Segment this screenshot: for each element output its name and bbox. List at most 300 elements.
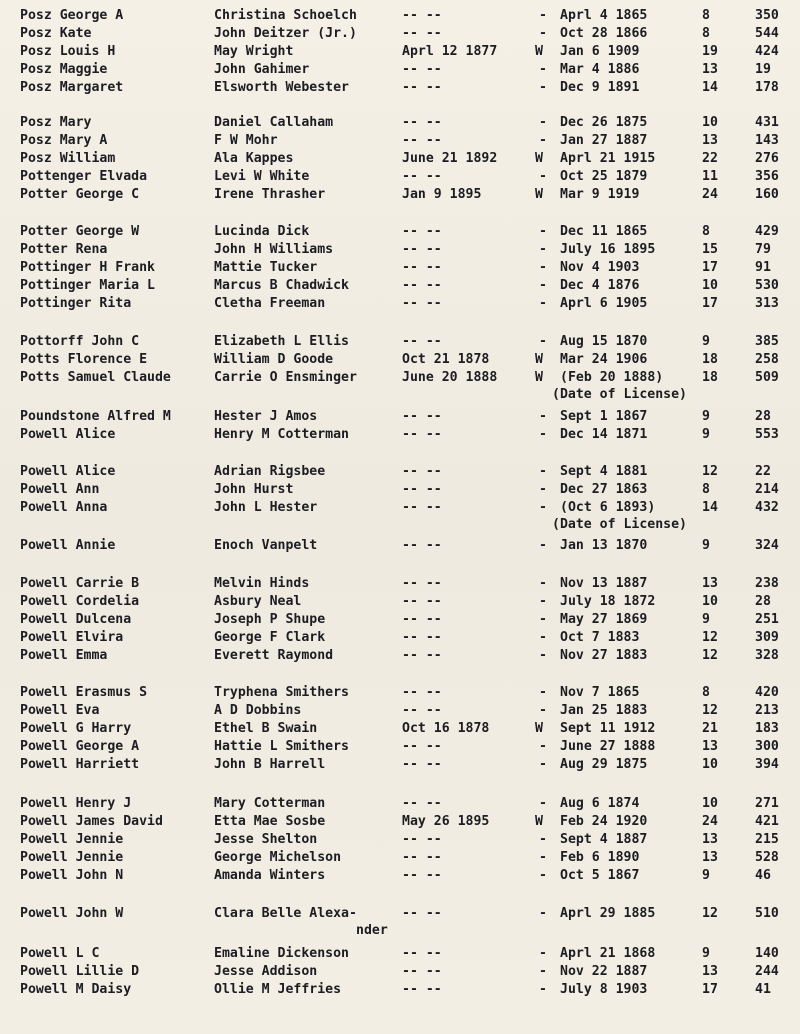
separator-dash: - (539, 260, 547, 275)
record-row (0, 701, 800, 721)
spouse-name: Enoch Vanpelt (214, 538, 318, 553)
separator-dash: - (539, 8, 547, 23)
page-number: 350 (755, 8, 779, 23)
page-number: 509 (755, 370, 779, 385)
page-number: 510 (755, 906, 779, 921)
spouse-name: George F Clark (214, 630, 326, 645)
page-number: 300 (755, 739, 779, 754)
separator-dash: - (539, 169, 547, 184)
spouse-name: Jesse Addison (214, 964, 318, 979)
previous-date: -- -- (402, 538, 442, 553)
record-row (0, 536, 800, 556)
record-row (0, 980, 800, 1000)
volume-number: 15 (702, 242, 718, 257)
page-number: 328 (755, 648, 779, 663)
previous-date: -- -- (402, 80, 442, 95)
separator-dash: - (539, 80, 547, 95)
spouse-name: Adrian Rigsbee (214, 464, 326, 479)
previous-date: -- -- (402, 612, 442, 627)
spouse-name: Mattie Tucker (214, 260, 318, 275)
groom-bride-name: Posz Louis H (20, 44, 116, 59)
record-row (0, 131, 800, 151)
volume-number: 13 (702, 576, 718, 591)
page-number: 271 (755, 796, 779, 811)
marriage-date: Mar 9 1919 (560, 187, 640, 202)
marriage-date: Oct 5 1867 (560, 868, 640, 883)
groom-bride-name: Posz Margaret (20, 80, 124, 95)
record-row (0, 185, 800, 205)
page-number: 276 (755, 151, 779, 166)
marriage-date: Aprl 21 1915 (560, 151, 656, 166)
record-row (0, 719, 800, 739)
volume-number: 18 (702, 370, 718, 385)
spouse-name: Christina Schoelch (214, 8, 357, 23)
spouse-name: Carrie O Ensminger (214, 370, 357, 385)
previous-date: -- -- (402, 224, 442, 239)
page-number: 432 (755, 500, 779, 515)
separator-dash: - (539, 500, 547, 515)
record-row (0, 222, 800, 242)
separator-dash: - (539, 796, 547, 811)
page-number: 213 (755, 703, 779, 718)
page-number: 356 (755, 169, 779, 184)
previous-date: Jan 9 1895 (402, 187, 482, 202)
separator-dash: - (539, 703, 547, 718)
groom-bride-name: Posz George A (20, 8, 124, 23)
record-row (0, 812, 800, 832)
groom-bride-name: Powell Elvira (20, 630, 124, 645)
record-row (0, 592, 800, 612)
volume-number: 8 (702, 482, 710, 497)
groom-bride-name: Powell Annie (20, 538, 116, 553)
volume-number: 9 (702, 612, 710, 627)
spouse-name: George Michelson (214, 850, 342, 865)
volume-number: 13 (702, 850, 718, 865)
volume-number: 18 (702, 352, 718, 367)
separator-dash: - (539, 964, 547, 979)
record-row (0, 350, 800, 370)
page-number: 28 (755, 409, 771, 424)
page-number: 28 (755, 594, 771, 609)
record-row (0, 830, 800, 850)
previous-date: -- -- (402, 964, 442, 979)
marriage-date: Mar 24 1906 (560, 352, 648, 367)
page-number: 420 (755, 685, 779, 700)
separator-dash: - (539, 26, 547, 41)
spouse-name: Etta Mae Sosbe (214, 814, 326, 829)
spouse-name: John Gahimer (214, 62, 310, 77)
volume-number: 13 (702, 964, 718, 979)
page-number: 553 (755, 427, 779, 442)
volume-number: 12 (702, 464, 718, 479)
marriage-date: Sept 4 1881 (560, 464, 648, 479)
previous-date: May 26 1895 (402, 814, 490, 829)
volume-number: 14 (702, 80, 718, 95)
spouse-name: Tryphena Smithers (214, 685, 349, 700)
previous-date: -- -- (402, 832, 442, 847)
groom-bride-name: Powell Alice (20, 427, 116, 442)
separator-dash: - (539, 630, 547, 645)
widow-mark: W (535, 44, 543, 59)
separator-dash: - (539, 133, 547, 148)
previous-date: -- -- (402, 739, 442, 754)
record-row (0, 610, 800, 630)
record-row (0, 944, 800, 964)
groom-bride-name: Posz William (20, 151, 116, 166)
previous-date: -- -- (402, 115, 442, 130)
page-number: 544 (755, 26, 779, 41)
separator-dash: - (539, 832, 547, 847)
record-row (0, 149, 800, 169)
spouse-name: Ala Kappes (214, 151, 294, 166)
page-number: 91 (755, 260, 771, 275)
marriage-date: Dec 14 1871 (560, 427, 648, 442)
previous-date: -- -- (402, 757, 442, 772)
separator-dash: - (539, 538, 547, 553)
volume-number: 12 (702, 630, 718, 645)
previous-date: -- -- (402, 278, 442, 293)
widow-mark: W (535, 352, 543, 367)
separator-dash: - (539, 427, 547, 442)
volume-number: 17 (702, 296, 718, 311)
record-row (0, 866, 800, 886)
previous-date: -- -- (402, 630, 442, 645)
page-number: 238 (755, 576, 779, 591)
marriage-date: Jan 13 1870 (560, 538, 648, 553)
record-row (0, 332, 800, 352)
groom-bride-name: Powell Carrie B (20, 576, 140, 591)
spouse-name: Hattie L Smithers (214, 739, 349, 754)
previous-date: -- -- (402, 685, 442, 700)
widow-mark: W (535, 721, 543, 736)
page-number: 143 (755, 133, 779, 148)
page-number: 530 (755, 278, 779, 293)
marriage-date: Dec 11 1865 (560, 224, 648, 239)
volume-number: 9 (702, 427, 710, 442)
groom-bride-name: Pottinger Maria L (20, 278, 155, 293)
spouse-name: Elsworth Webester (214, 80, 349, 95)
record-row (0, 6, 800, 26)
separator-dash: - (539, 982, 547, 997)
previous-date: -- -- (402, 26, 442, 41)
marriage-date: Sept 11 1912 (560, 721, 656, 736)
spouse-name: A D Dobbins (214, 703, 302, 718)
groom-bride-name: Powell Jennie (20, 850, 124, 865)
separator-dash: - (539, 115, 547, 130)
spouse-name: Ollie M Jeffries (214, 982, 342, 997)
widow-mark: W (535, 370, 543, 385)
separator-dash: - (539, 946, 547, 961)
page-number: 178 (755, 80, 779, 95)
marriage-date: Nov 13 1887 (560, 576, 648, 591)
record-row (0, 628, 800, 648)
volume-number: 12 (702, 906, 718, 921)
marriage-date: Feb 24 1920 (560, 814, 648, 829)
spouse-name: John L Hester (214, 500, 318, 515)
groom-bride-name: Powell L C (20, 946, 100, 961)
spouse-name: Levi W White (214, 169, 310, 184)
previous-date: -- -- (402, 850, 442, 865)
record-row (0, 42, 800, 62)
groom-bride-name: Powell Cordelia (20, 594, 140, 609)
previous-date: -- -- (402, 868, 442, 883)
license-note: (Date of License) (552, 387, 687, 402)
widow-mark: W (535, 814, 543, 829)
volume-number: 10 (702, 594, 718, 609)
page-number: 22 (755, 464, 771, 479)
record-row (0, 78, 800, 98)
previous-date: -- -- (402, 594, 442, 609)
page-number: 215 (755, 832, 779, 847)
spouse-name: John B Harrell (214, 757, 326, 772)
groom-bride-name: Powell Eva (20, 703, 100, 718)
marriage-date: Aug 29 1875 (560, 757, 648, 772)
marriage-date: Feb 6 1890 (560, 850, 640, 865)
previous-date: -- -- (402, 982, 442, 997)
separator-dash: - (539, 612, 547, 627)
groom-bride-name: Powell M Daisy (20, 982, 132, 997)
volume-number: 13 (702, 832, 718, 847)
page-number: 251 (755, 612, 779, 627)
marriage-date: Aprl 29 1885 (560, 906, 656, 921)
page-number: 41 (755, 982, 771, 997)
groom-bride-name: Potts Samuel Claude (20, 370, 171, 385)
groom-bride-name: Powell Alice (20, 464, 116, 479)
previous-date: -- -- (402, 242, 442, 257)
groom-bride-name: Powell James David (20, 814, 163, 829)
volume-number: 13 (702, 739, 718, 754)
previous-date: Aprl 12 1877 (402, 44, 498, 59)
volume-number: 8 (702, 685, 710, 700)
separator-dash: - (539, 464, 547, 479)
spouse-name: May Wright (214, 44, 294, 59)
page-number: 183 (755, 721, 779, 736)
page-number: 324 (755, 538, 779, 553)
spouse-name: John H Williams (214, 242, 334, 257)
volume-number: 9 (702, 946, 710, 961)
previous-date: -- -- (402, 648, 442, 663)
volume-number: 9 (702, 334, 710, 349)
previous-date: -- -- (402, 482, 442, 497)
record-row (0, 480, 800, 500)
spouse-name: Irene Thrasher (214, 187, 326, 202)
groom-bride-name: Pottorff John C (20, 334, 140, 349)
groom-bride-name: Pottenger Elvada (20, 169, 148, 184)
volume-number: 21 (702, 721, 718, 736)
volume-number: 12 (702, 648, 718, 663)
previous-date: -- -- (402, 906, 442, 921)
volume-number: 10 (702, 278, 718, 293)
previous-date: -- -- (402, 260, 442, 275)
volume-number: 19 (702, 44, 718, 59)
groom-bride-name: Powell Henry J (20, 796, 132, 811)
marriage-date: Nov 27 1883 (560, 648, 648, 663)
record-row (0, 904, 800, 924)
page-number: 429 (755, 224, 779, 239)
record-row (0, 368, 800, 388)
separator-dash: - (539, 648, 547, 663)
separator-dash: - (539, 334, 547, 349)
marriage-date: Dec 27 1863 (560, 482, 648, 497)
separator-dash: - (539, 482, 547, 497)
separator-dash: - (539, 906, 547, 921)
volume-number: 9 (702, 538, 710, 553)
spouse-name: John Deitzer (Jr.) (214, 26, 357, 41)
groom-bride-name: Potter George C (20, 187, 140, 202)
previous-date: -- -- (402, 946, 442, 961)
widow-mark: W (535, 151, 543, 166)
previous-date: June 20 1888 (402, 370, 498, 385)
page-number: 46 (755, 868, 771, 883)
record-row (0, 498, 800, 518)
license-note: (Date of License) (552, 517, 687, 532)
separator-dash: - (539, 278, 547, 293)
groom-bride-name: Powell Ann (20, 482, 100, 497)
previous-date: June 21 1892 (402, 151, 498, 166)
marriage-date: July 18 1872 (560, 594, 656, 609)
separator-dash: - (539, 594, 547, 609)
marriage-date: (Feb 20 1888) (560, 370, 664, 385)
groom-bride-name: Potts Florence E (20, 352, 148, 367)
groom-bride-name: Potter Rena (20, 242, 108, 257)
previous-date: -- -- (402, 464, 442, 479)
record-row (0, 258, 800, 278)
groom-bride-name: Posz Mary (20, 115, 92, 130)
separator-dash: - (539, 739, 547, 754)
volume-number: 9 (702, 409, 710, 424)
spouse-name: Jesse Shelton (214, 832, 318, 847)
spouse-name: William D Goode (214, 352, 334, 367)
volume-number: 8 (702, 8, 710, 23)
page-number: 19 (755, 62, 771, 77)
spouse-name: Asbury Neal (214, 594, 302, 609)
record-row (0, 462, 800, 482)
page-number: 394 (755, 757, 779, 772)
marriage-date: Nov 7 1865 (560, 685, 640, 700)
marriage-date: Sept 4 1887 (560, 832, 648, 847)
previous-date: -- -- (402, 427, 442, 442)
volume-number: 11 (702, 169, 718, 184)
separator-dash: - (539, 868, 547, 883)
groom-bride-name: Powell Erasmus S (20, 685, 148, 700)
page-number: 244 (755, 964, 779, 979)
volume-number: 24 (702, 187, 718, 202)
groom-bride-name: Powell Lillie D (20, 964, 140, 979)
marriage-date: Dec 9 1891 (560, 80, 640, 95)
marriage-date: Jan 25 1883 (560, 703, 648, 718)
previous-date: Oct 21 1878 (402, 352, 490, 367)
marriage-date: Aug 15 1870 (560, 334, 648, 349)
previous-date: -- -- (402, 409, 442, 424)
volume-number: 13 (702, 133, 718, 148)
widow-mark: W (535, 187, 543, 202)
separator-dash: - (539, 685, 547, 700)
volume-number: 22 (702, 151, 718, 166)
previous-date: -- -- (402, 334, 442, 349)
separator-dash: - (539, 850, 547, 865)
volume-number: 8 (702, 26, 710, 41)
spouse-name: Elizabeth L Ellis (214, 334, 349, 349)
page-number: 313 (755, 296, 779, 311)
page-number: 528 (755, 850, 779, 865)
marriage-date: Dec 26 1875 (560, 115, 648, 130)
volume-number: 9 (702, 868, 710, 883)
groom-bride-name: Posz Kate (20, 26, 92, 41)
volume-number: 14 (702, 500, 718, 515)
groom-bride-name: Powell John N (20, 868, 124, 883)
previous-date: -- -- (402, 169, 442, 184)
volume-number: 24 (702, 814, 718, 829)
spouse-name: Lucinda Dick (214, 224, 310, 239)
record-row (0, 240, 800, 260)
page-number: 424 (755, 44, 779, 59)
spouse-name: F W Mohr (214, 133, 278, 148)
volume-number: 10 (702, 796, 718, 811)
groom-bride-name: Posz Maggie (20, 62, 108, 77)
groom-bride-name: Potter George W (20, 224, 140, 239)
record-row (0, 167, 800, 187)
volume-number: 13 (702, 62, 718, 77)
separator-dash: - (539, 296, 547, 311)
groom-bride-name: Poundstone Alfred M (20, 409, 171, 424)
separator-dash: - (539, 409, 547, 424)
groom-bride-name: Powell Anna (20, 500, 108, 515)
groom-bride-name: Pottinger Rita (20, 296, 132, 311)
page-number: 431 (755, 115, 779, 130)
page-number: 160 (755, 187, 779, 202)
previous-date: Oct 16 1878 (402, 721, 490, 736)
record-row (0, 962, 800, 982)
previous-date: -- -- (402, 296, 442, 311)
spouse-name: Hester J Amos (214, 409, 318, 424)
volume-number: 10 (702, 115, 718, 130)
page-number: 140 (755, 946, 779, 961)
page-number: 385 (755, 334, 779, 349)
groom-bride-name: Powell Harriett (20, 757, 140, 772)
marriage-date: Mar 4 1886 (560, 62, 640, 77)
separator-dash: - (539, 757, 547, 772)
groom-bride-name: Powell Emma (20, 648, 108, 663)
marriage-date: Jan 6 1909 (560, 44, 640, 59)
spouse-name: Ethel B Swain (214, 721, 318, 736)
separator-dash: - (539, 224, 547, 239)
spouse-name: Clara Belle Alexa- (214, 906, 357, 921)
spouse-name: Emaline Dickenson (214, 946, 349, 961)
spouse-name: Melvin Hinds (214, 576, 310, 591)
previous-date: -- -- (402, 576, 442, 591)
record-row (0, 24, 800, 44)
groom-bride-name: Powell George A (20, 739, 140, 754)
spouse-name: Joseph P Shupe (214, 612, 326, 627)
separator-dash: - (539, 62, 547, 77)
marriage-date: June 27 1888 (560, 739, 656, 754)
groom-bride-name: Pottinger H Frank (20, 260, 155, 275)
marriage-date: Sept 1 1867 (560, 409, 648, 424)
groom-bride-name: Posz Mary A (20, 133, 108, 148)
marriage-date: Aprl 21 1868 (560, 946, 656, 961)
record-row (0, 276, 800, 296)
marriage-date: Nov 4 1903 (560, 260, 640, 275)
record-row (0, 574, 800, 594)
spouse-name: Henry M Cotterman (214, 427, 349, 442)
record-row (0, 755, 800, 775)
spouse-name: Amanda Winters (214, 868, 326, 883)
page-number: 421 (755, 814, 779, 829)
record-row (0, 60, 800, 80)
marriage-date: (Oct 6 1893) (560, 500, 656, 515)
record-row (0, 683, 800, 703)
page-number: 79 (755, 242, 771, 257)
